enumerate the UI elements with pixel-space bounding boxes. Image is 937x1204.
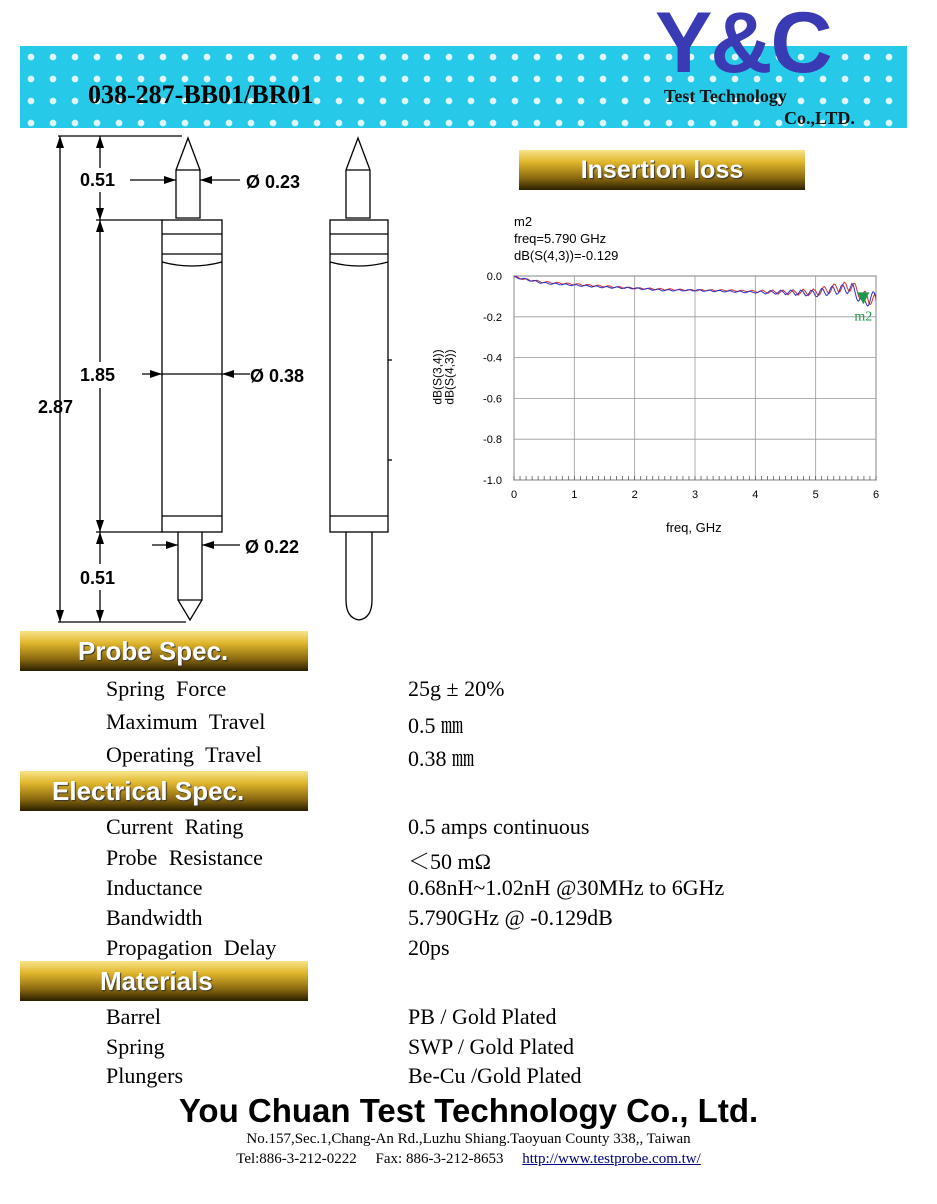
dim-total-length: 2.87 <box>38 397 74 417</box>
spec-value: 25g ± 20% <box>408 676 505 701</box>
dim-top-length: 0.51 <box>80 170 116 190</box>
spec-value: 5.790GHz @ -0.129dB <box>408 905 613 930</box>
spec-label: Operating Travel <box>106 742 262 767</box>
spec-label: Plungers <box>106 1063 183 1088</box>
spec-value: 0.38 ㎜ <box>408 746 475 771</box>
y-tick-label: -1.0 <box>483 475 502 487</box>
logo-subtitle-line1: Test Technology <box>664 86 787 106</box>
spec-value: Be-Cu /Gold Plated <box>408 1063 582 1088</box>
logo-subtitle-line2: Co.,LTD. <box>784 108 855 128</box>
spec-label: Barrel <box>106 1004 161 1029</box>
spec-label: Probe Resistance <box>106 845 263 870</box>
dim-body-diameter: Ø 0.38 <box>250 366 305 386</box>
x-axis-label: freq, GHz <box>666 520 722 535</box>
x-tick-label: 2 <box>631 489 638 501</box>
spec-label: Spring <box>106 1034 165 1059</box>
x-tick-label: 1 <box>571 489 578 501</box>
y-tick-label: -0.8 <box>483 434 502 447</box>
y-tick-label: -0.2 <box>483 311 502 324</box>
spec-label: Bandwidth <box>106 905 203 930</box>
probe-spec-header: Probe Spec. <box>20 631 308 671</box>
company-logo: Y&C <box>655 0 831 91</box>
insertion-loss-header: Insertion loss <box>519 150 805 190</box>
dim-body-length: 1.85 <box>80 365 116 385</box>
x-tick-label: 4 <box>752 489 759 501</box>
spec-value: 0.5 amps continuous <box>408 814 590 839</box>
spec-value: 0.68nH~1.02nH @30MHz to 6GHz <box>408 875 725 900</box>
telephone: Tel:886-3-212-0222 <box>236 1151 357 1167</box>
y-axis-label-2: dB(S(4,3)) <box>442 349 457 405</box>
spec-value: SWP / Gold Plated <box>408 1034 575 1059</box>
y-tick-label: 0.0 <box>486 271 502 283</box>
marker-name: m2 <box>514 214 533 229</box>
marker-label: m2 <box>854 309 873 325</box>
top-plunger-shape <box>176 138 200 218</box>
barrel-shape <box>162 220 222 532</box>
y-axis-label-1: dB(S(3,4)) <box>430 349 445 405</box>
y-tick-label: -0.6 <box>483 393 502 406</box>
part-number: 038-287-BB01/BR01 <box>88 80 314 109</box>
spec-label: Propagation Delay <box>106 935 277 960</box>
dim-top-diameter: Ø 0.23 <box>246 172 301 192</box>
x-tick-label: 3 <box>691 489 699 501</box>
company-address: No.157,Sec.1,Chang-An Rd.,Luzhu Shiang.Taoyuan County 338,, Taiwan <box>246 1131 691 1147</box>
spec-value: 20ps <box>408 935 450 960</box>
marker-value: dB(S(4,3))=-0.129 <box>514 248 619 263</box>
marker-freq: freq=5.790 GHz <box>514 231 607 246</box>
company-contact <box>0 1151 937 1168</box>
x-tick-label: 6 <box>872 489 880 501</box>
spec-value: ＜50 mΩ <box>408 849 491 874</box>
spec-label: Maximum Travel <box>106 709 266 734</box>
electrical-spec-header: Electrical Spec. <box>20 771 308 811</box>
bottom-plunger-shape <box>178 532 202 620</box>
company-name: You Chuan Test Technology Co., Ltd. <box>178 1092 759 1129</box>
spec-label: Spring Force <box>106 676 227 701</box>
y-axis-label <box>430 340 457 420</box>
x-tick-label: 5 <box>812 489 819 501</box>
insertion-loss-chart <box>470 260 890 520</box>
spec-label: Inductance <box>106 875 203 900</box>
materials-header: Materials <box>20 961 308 1001</box>
spec-label: Current Rating <box>106 814 244 839</box>
dim-bottom-length: 0.51 <box>80 568 116 588</box>
spec-value: PB / Gold Plated <box>408 1004 557 1029</box>
y-tick-label: -0.4 <box>483 352 502 365</box>
spec-value: 0.5 ㎜ <box>408 713 464 738</box>
x-tick-label: 0 <box>510 489 518 501</box>
website-link[interactable]: http://www.testprobe.com.tw/ <box>522 1151 701 1167</box>
dim-bottom-diameter: Ø 0.22 <box>245 537 300 557</box>
fax: Fax: 886-3-212-8653 <box>375 1151 504 1167</box>
